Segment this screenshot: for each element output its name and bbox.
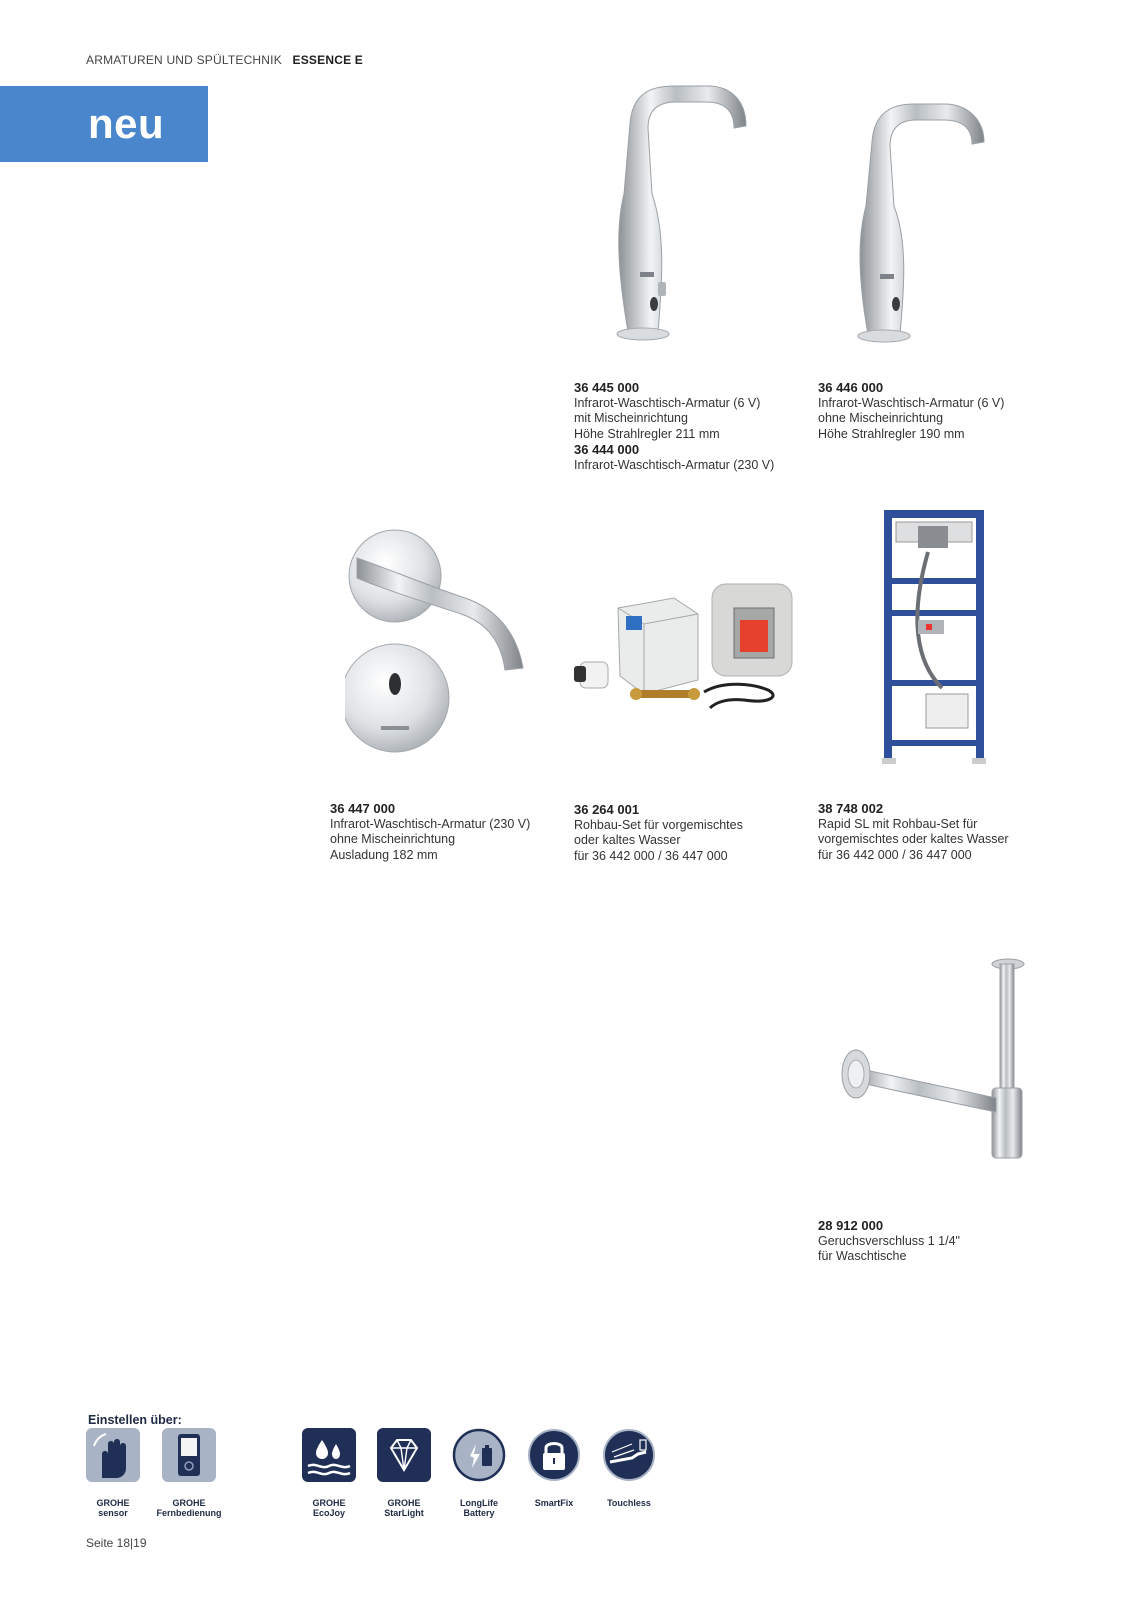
remote-control-icon (162, 1428, 216, 1482)
product-desc: Infrarot-Waschtisch-Armatur (6 V) (818, 395, 1005, 410)
product-desc: für 36 442 000 / 36 447 000 (574, 848, 728, 863)
product-code: 36 445 000 (574, 380, 640, 395)
rough-in-set-image-36264001 (574, 580, 804, 720)
settings-title: Einstellen über: (88, 1413, 182, 1427)
touchless-hand-icon (602, 1428, 656, 1482)
ecojoy-caption: GROHE EcoJoy (312, 1498, 346, 1518)
header-category: ARMATUREN UND SPÜLTECHNIK (86, 53, 282, 67)
product-desc: mit Mischeinrichtung (574, 411, 688, 425)
product-desc: Rapid SL mit Rohbau-Set für (818, 816, 978, 831)
product-code: 36 444 000 (574, 442, 640, 457)
smartfix-caption: SmartFix (534, 1498, 574, 1508)
product-desc: Rohbau-Set für vorgemischtes (574, 817, 743, 832)
product-desc: Höhe Strahlregler 211 mm (574, 426, 720, 441)
product-info-3 (330, 801, 530, 863)
hand-sensor-caption: GROHE sensor (96, 1498, 130, 1518)
product-code: 36 447 000 (330, 801, 396, 816)
remote-control-caption: GROHE Fernbedienung (156, 1498, 222, 1518)
product-desc: Infrarot-Waschtisch-Armatur (230 V) (330, 816, 531, 831)
product-desc: für Waschtische (818, 1249, 907, 1263)
product-code: 38 748 002 (818, 801, 884, 816)
product-info-6 (818, 1218, 960, 1265)
product-desc: oder kaltes Wasser (574, 833, 681, 847)
product-code: 28 912 000 (818, 1218, 884, 1233)
product-info-5 (818, 801, 1009, 863)
product-desc: Infrarot-Waschtisch-Armatur (230 V) (574, 457, 775, 472)
product-desc: Ausladung 182 mm (330, 847, 438, 862)
product-desc: Höhe Strahlregler 190 mm (818, 426, 965, 441)
water-drops-icon (302, 1428, 356, 1482)
product-desc: ohne Mischeinrichtung (330, 832, 456, 846)
starlight-caption: GROHE StarLight (384, 1498, 424, 1518)
product-desc: Geruchsverschluss 1 1/4" (818, 1233, 960, 1248)
siphon-image-28912000 (836, 958, 1032, 1162)
hand-sensor-icon (86, 1428, 140, 1482)
faucet-image-36445000 (600, 84, 760, 348)
product-code: 36 264 001 (574, 802, 640, 817)
product-desc: ohne Mischeinrichtung (818, 411, 944, 425)
lock-icon (527, 1428, 581, 1482)
product-desc: für 36 442 000 / 36 447 000 (818, 847, 972, 862)
rapid-sl-frame-image-38748002 (882, 508, 986, 770)
wall-faucet-image-36447000 (345, 528, 565, 756)
new-badge: neu (0, 86, 208, 162)
product-info-2 (818, 380, 1004, 442)
product-info-1 (574, 380, 774, 473)
touchless-caption: Touchless (607, 1498, 651, 1508)
battery-icon (452, 1428, 506, 1482)
product-info-4 (574, 802, 743, 864)
product-desc: Infrarot-Waschtisch-Armatur (6 V) (574, 395, 761, 410)
page-number: Seite 18|19 (86, 1536, 147, 1550)
product-code: 36 446 000 (818, 380, 884, 395)
faucet-image-36446000 (848, 102, 998, 348)
section-header (86, 53, 363, 67)
product-desc: vorgemischtes oder kaltes Wasser (818, 832, 1009, 846)
header-series: ESSENCE E (292, 53, 364, 67)
longlife-battery-caption: LongLife Battery (460, 1498, 498, 1518)
diamond-icon (377, 1428, 431, 1482)
